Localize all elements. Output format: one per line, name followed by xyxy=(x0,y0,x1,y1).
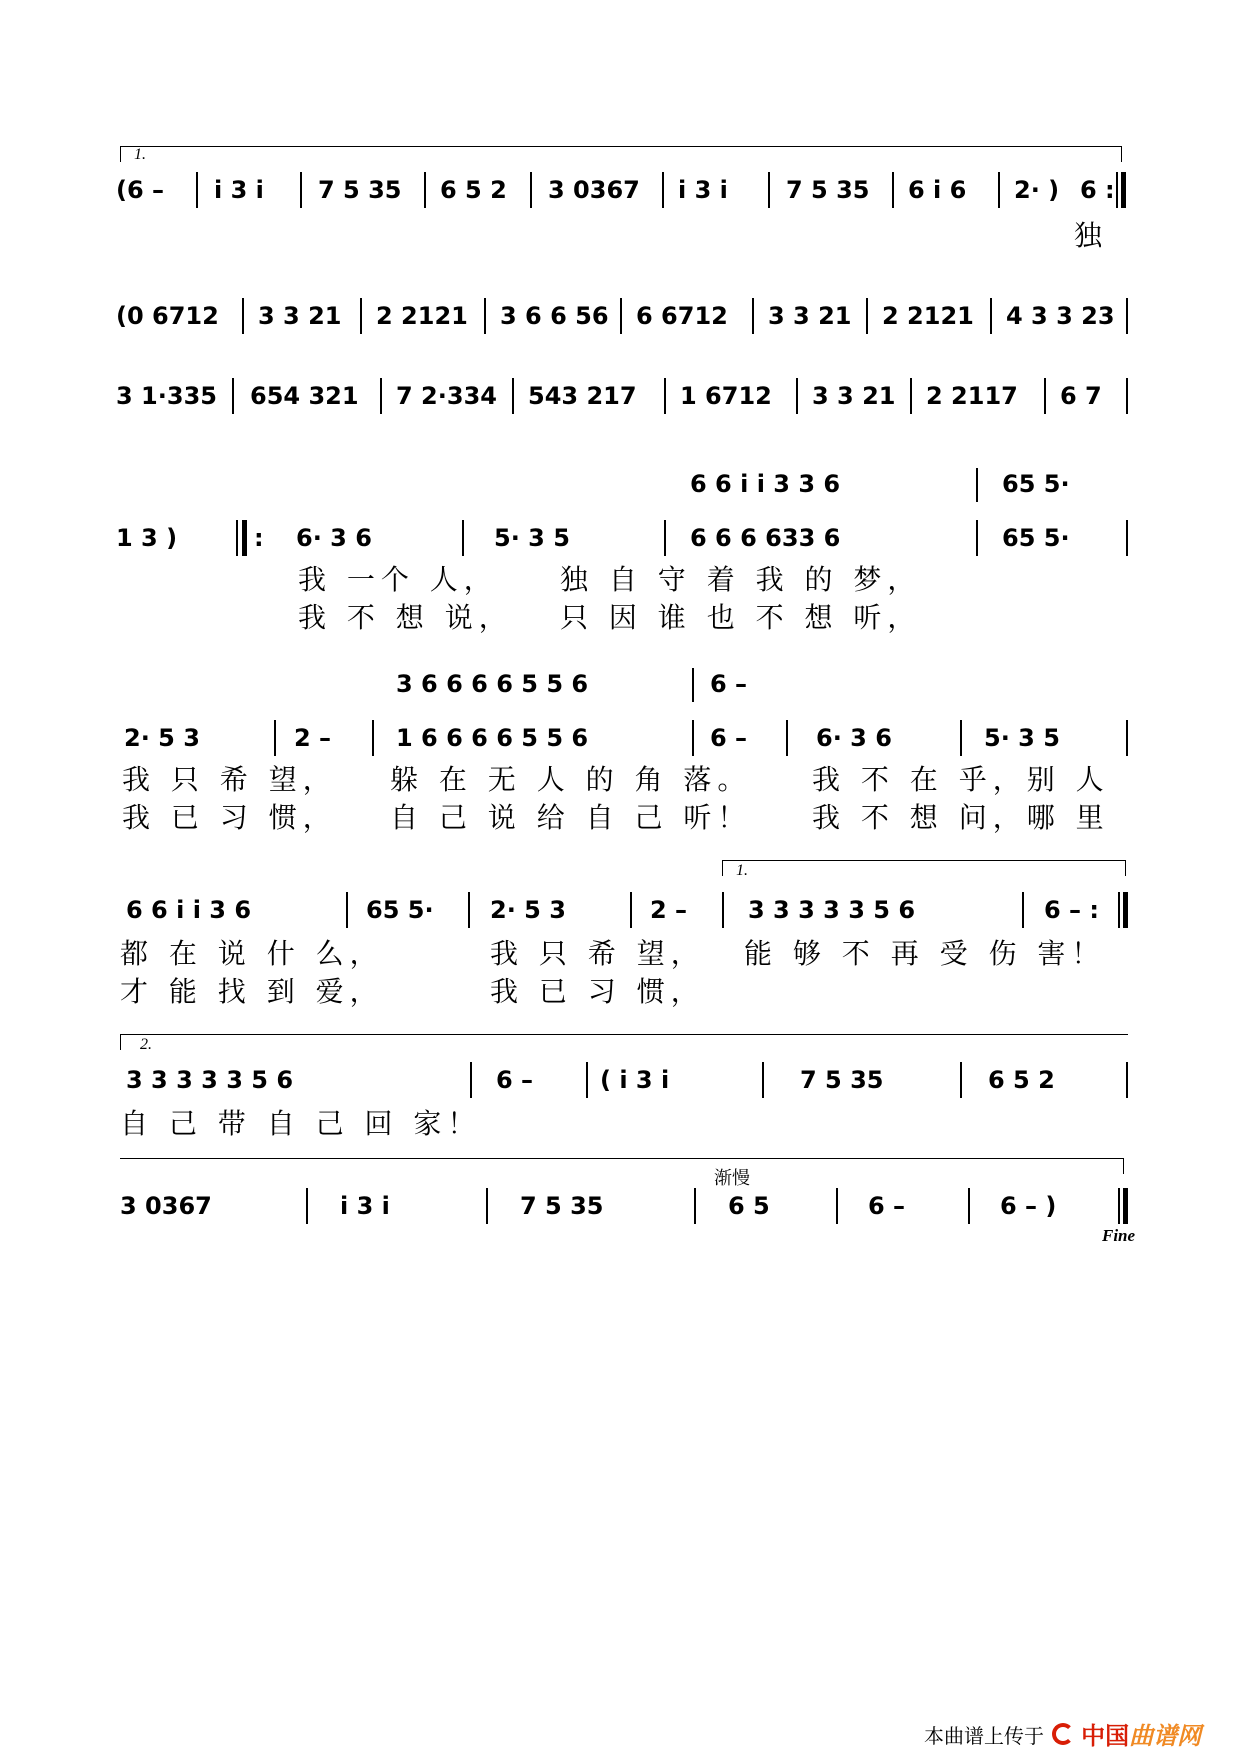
measure: i 3 i xyxy=(678,176,728,204)
site-logo[interactable] xyxy=(1052,1716,1201,1751)
measure: 6 i 6 xyxy=(908,176,967,204)
measure: 2· ) xyxy=(1014,176,1060,204)
lyric: 我 只 希 望， xyxy=(490,937,705,970)
measure: 1 6 6 6 6 5 5 6 xyxy=(396,724,589,752)
measure: 3 0367 xyxy=(120,1192,212,1220)
logo-text-orange: 曲谱网 xyxy=(1129,1722,1202,1750)
measure: i 3 i xyxy=(340,1192,390,1220)
measure: 6 : xyxy=(1080,176,1115,204)
lyric: 才 能 找 到 爱， xyxy=(120,975,384,1008)
measure: 2 2121 xyxy=(882,302,974,330)
volta-label: 2. xyxy=(140,1036,152,1053)
lyric: 都 在 说 什 么， xyxy=(120,937,384,970)
measure: 6 6712 xyxy=(636,302,728,330)
measure: 6 6 i i 3 6 xyxy=(126,896,252,924)
upper-voice: 6 – xyxy=(710,670,748,698)
lyric: 独 xyxy=(1074,219,1109,252)
lyric: 自 己 带 自 己 回 家！ xyxy=(120,1107,482,1140)
upper-voice: 3 6 6 6 6 5 5 6 xyxy=(396,670,589,698)
measure: 5· 3 5 xyxy=(494,524,570,552)
upper-voice: 6 6 i i 3 3 6 xyxy=(690,470,841,498)
measure: 1 6712 xyxy=(680,382,772,410)
lyric: 我 只 希 望， xyxy=(122,763,337,796)
lyric: 我 已 习 惯， xyxy=(122,801,337,834)
measure: 2 – xyxy=(294,724,332,752)
measure: 543 217 xyxy=(528,382,637,410)
lyric: 能 够 不 再 受 伤 害！ xyxy=(744,937,1106,970)
repeat-dots: : xyxy=(254,524,264,552)
lyric: 我 已 习 惯， xyxy=(490,975,705,1008)
measure: (6 – xyxy=(116,176,165,204)
measure: 6· 3 6 xyxy=(296,524,372,552)
measure: 2 2117 xyxy=(926,382,1018,410)
upper-voice: 65 5· xyxy=(1002,470,1070,498)
lyric: 我 不 想 说， xyxy=(298,601,513,634)
measure: 2· 5 3 xyxy=(124,724,200,752)
measure: 3 3 3 3 3 5 6 xyxy=(748,896,916,924)
lyric: 我 不 在 乎，别 人 xyxy=(812,763,1110,796)
lyric: 自 己 说 给 自 己 听！ xyxy=(390,801,752,834)
measure: 6 – : xyxy=(1044,896,1100,924)
measure: (0 6712 xyxy=(116,302,219,330)
measure: 6 6 6 633 6 xyxy=(690,524,841,552)
measure: 65 5· xyxy=(366,896,434,924)
measure: 3 3 3 3 3 5 6 xyxy=(126,1066,294,1094)
volta-label: 1. xyxy=(134,146,146,163)
measure: ( i 3 i xyxy=(600,1066,670,1094)
measure: 6 – xyxy=(868,1192,906,1220)
measure: 3 3 21 xyxy=(258,302,342,330)
measure: 6 – ) xyxy=(1000,1192,1057,1220)
measure: 2 2121 xyxy=(376,302,468,330)
measure: 6 – xyxy=(496,1066,534,1094)
measure: 65 5· xyxy=(1002,524,1070,552)
measure: i 3 i xyxy=(214,176,264,204)
measure: 6 5 xyxy=(728,1192,770,1220)
measure: 7 5 35 xyxy=(800,1066,884,1094)
measure: 4 3 3 23 xyxy=(1006,302,1115,330)
measure: 1 3 ) xyxy=(116,524,178,552)
measure: 3 3 21 xyxy=(768,302,852,330)
logo-icon xyxy=(1052,1723,1074,1745)
measure: 6· 3 6 xyxy=(816,724,892,752)
measure: 3 6 6 56 xyxy=(500,302,609,330)
measure: 7 5 35 xyxy=(520,1192,604,1220)
upload-note: 本曲谱上传于 xyxy=(924,1724,1044,1748)
tempo-mark: 渐慢 xyxy=(714,1168,750,1189)
measure: 6 7 xyxy=(1060,382,1102,410)
measure: 6 5 2 xyxy=(988,1066,1055,1094)
logo-text-red: 中国 xyxy=(1081,1722,1130,1750)
measure: 7 2·334 xyxy=(396,382,497,410)
lyric: 独 自 守 着 我 的 梦， xyxy=(560,563,922,596)
measure: 3 3 21 xyxy=(812,382,896,410)
lyric: 我 一个 人， xyxy=(298,563,498,596)
measure: 5· 3 5 xyxy=(984,724,1060,752)
measure: 7 5 35 xyxy=(318,176,402,204)
measure: 7 5 35 xyxy=(786,176,870,204)
measure: 2· 5 3 xyxy=(490,896,566,924)
measure: 6 – xyxy=(710,724,748,752)
measure: 6 5 2 xyxy=(440,176,507,204)
lyric: 只 因 谁 也 不 想 听， xyxy=(560,601,922,634)
measure: 3 1·335 xyxy=(116,382,217,410)
fine-mark: Fine xyxy=(1102,1226,1136,1245)
measure: 3 0367 xyxy=(548,176,640,204)
measure: 654 321 xyxy=(250,382,359,410)
measure: 2 – xyxy=(650,896,688,924)
lyric: 躲 在 无 人 的 角 落。 xyxy=(390,763,752,796)
volta-label: 1. xyxy=(736,862,748,879)
lyric: 我 不 想 问，哪 里 xyxy=(812,801,1110,834)
